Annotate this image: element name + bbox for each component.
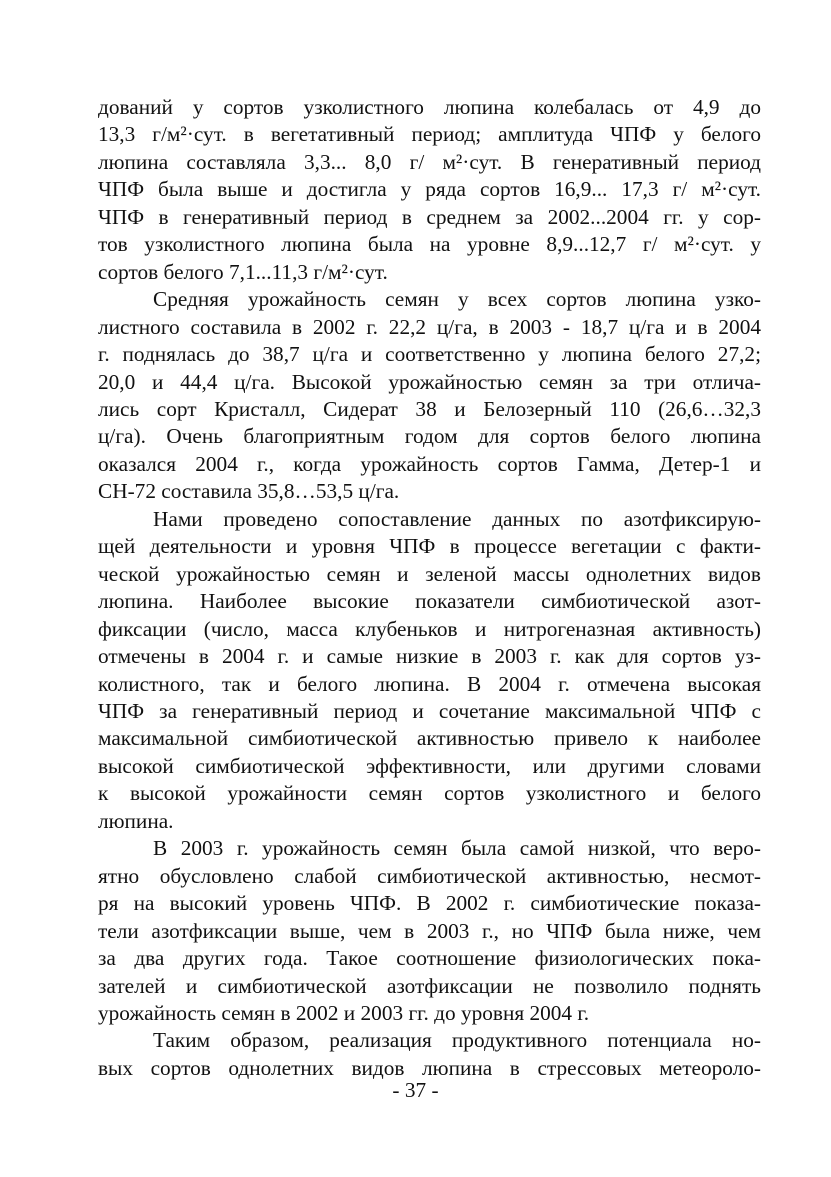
paragraph-1 (98, 94, 761, 286)
text-line: Таким образом, реализация продуктивного потенциала но- (153, 1028, 761, 1053)
text-line: высокой симбиотической эффективности, или другими словами (98, 753, 761, 778)
text-line: щей деятельности и уровня ЧПФ в процессе вегетации с факти- (98, 534, 761, 559)
text-line: вых сортов однолетних видов люпина в стрессовых метеороло- (98, 1055, 761, 1080)
text-line: урожайность семян в 2002 и 2003 гг. до уровня 2004 г. (98, 1000, 590, 1025)
paragraph-5 (98, 1027, 761, 1082)
text-line: ЧПФ за генеративный период и сочетание максимальной ЧПФ с (98, 698, 761, 723)
text-line: листного составила в 2002 г. 22,2 ц/га, в 2003 - 18,7 ц/га и в 2004 (98, 314, 761, 339)
text-line: 20,0 и 44,4 ц/га. Высокой урожайностью семян за три отлича- (98, 369, 761, 394)
text-line: дований у сортов узколистного люпина колебалась от 4,9 до (98, 95, 761, 119)
text-line: лись сорт Кристалл, Сидерат 38 и Белозерный 110 (26,6…32,3 (98, 396, 761, 421)
text-line: тов узколистного люпина была на уровне 8,9...12,7 г/ м²·сут. у (98, 232, 761, 257)
page-number: - 37 - (392, 1078, 439, 1102)
text-line: за два других года. Такое соотношение физиологических пока- (98, 946, 761, 971)
text-line: зателей и симбиотической азотфиксации не позволило поднять (98, 973, 761, 998)
page-body (98, 94, 761, 1082)
paragraph-4 (98, 835, 761, 1027)
text-line: отмечены в 2004 г. и самые низкие в 2003 г. как для сортов уз- (98, 644, 761, 669)
text-line: тели азотфиксации выше, чем в 2003 г., но ЧПФ была ниже, чем (98, 918, 761, 943)
text-line: 13,3 г/м²·сут. в вегетативный период; амплитуда ЧПФ у белого (98, 122, 761, 147)
text-line: колистного, так и белого люпина. В 2004 г. отмечена высокая (98, 671, 761, 696)
paragraph-3 (98, 506, 761, 835)
text-line: фиксации (число, масса клубеньков и нитрогеназная активность) (98, 616, 761, 641)
text-line: В 2003 г. урожайность семян была самой низкой, что веро- (153, 836, 761, 861)
text-line: Нами проведено сопоставление данных по азотфиксирую- (153, 506, 761, 531)
text-line: люпина составляла 3,3... 8,0 г/ м²·сут. В генеративный период (98, 149, 761, 174)
paragraph-2 (98, 286, 761, 506)
text-line: люпина. Наиболее высокие показатели симбиотической азот- (98, 589, 761, 614)
text-line: ятно обусловлено слабой симбиотической активностью, несмот- (98, 863, 761, 888)
text-line: г. поднялась до 38,7 ц/га и соответственно у люпина белого 27,2; (98, 342, 761, 367)
text-line: ц/га). Очень благоприятным годом для сортов белого люпина (98, 424, 761, 449)
text-line: люпина. (98, 808, 174, 833)
text-line: сортов белого 7,1...11,3 г/м²·сут. (98, 259, 388, 284)
text-line: ря на высокий уровень ЧПФ. В 2002 г. симбиотические показа- (98, 891, 761, 916)
text-line: Средняя урожайность семян у всех сортов люпина узко- (153, 287, 761, 312)
text-line: оказался 2004 г., когда урожайность сортов Гамма, Детер-1 и (98, 451, 761, 476)
text-line: максимальной симбиотической активностью привело к наиболее (98, 726, 761, 751)
text-line: СН-72 составила 35,8…53,5 ц/га. (98, 479, 400, 504)
text-line: ЧПФ в генеративный период в среднем за 2002...2004 гг. у сор- (98, 204, 761, 229)
text-line: ческой урожайностью семян и зеленой массы однолетних видов (98, 561, 761, 586)
text-line: к высокой урожайности семян сортов узколистного и белого (98, 781, 761, 806)
text-line: ЧПФ была выше и достигла у ряда сортов 16,9... 17,3 г/ м²·сут. (98, 177, 761, 202)
